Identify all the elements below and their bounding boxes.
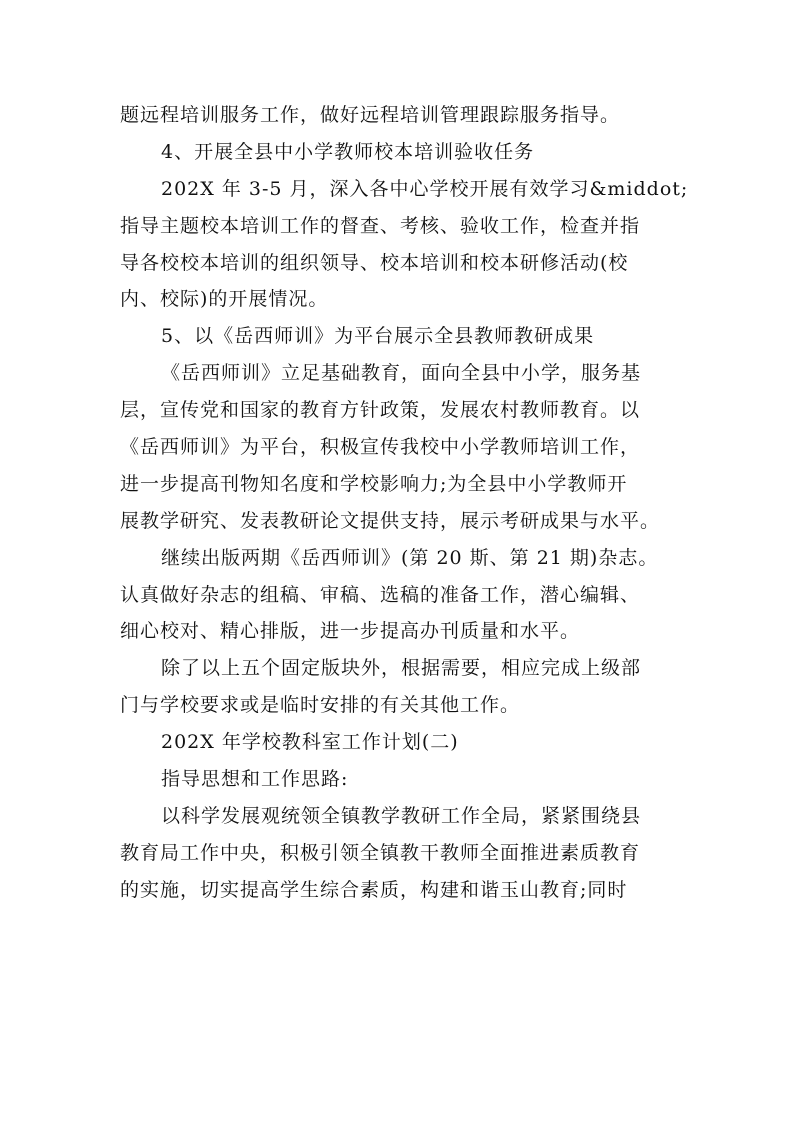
section-heading: 4、开展全县中小学教师校本培训验收任务 [161,140,535,163]
text-line: 的实施，切实提高学生综合素质，构建和谐玉山教育;同时 [120,878,628,901]
text-line: 导各校校本培训的组织领导、校本培训和校本研修活动(校 [120,251,629,274]
text-line: 《岳西师训》为平台，积极宣传我校中小学教师培训工作， [120,436,641,459]
text-line: 《岳西师训》立足基础教育，面向全县中小学，服务基 [161,362,642,385]
text-line: 细心校对、精心排版，进一步提高办刊质量和水平。 [120,620,581,643]
text-line: 内、校际)的开展情况。 [120,288,329,311]
text-line: 除了以上五个固定版块外，根据需要，相应完成上级部 [161,657,642,680]
text-line: 进一步提高刊物知名度和学校影响力;为全县中小学教师开 [120,472,628,495]
section-heading: 5、以《岳西师训》为平台展示全县教师教研成果 [161,325,595,348]
text-line: 指导主题校本培训工作的督查、考核、验收工作，检查并指 [120,214,641,237]
text-line: 门与学校要求或是临时安排的有关其他工作。 [120,694,521,717]
text-line: 以科学发展观统领全镇教学教研工作全局，紧紧围绕县 [161,804,642,827]
text-line: 层，宣传党和国家的教育方针政策，发展农村教师教育。以 [120,399,641,422]
text-line: 题远程培训服务工作，做好远程培训管理跟踪服务指导。 [120,104,621,126]
document-body [120,97,690,909]
text-line: 教育局工作中央，积极引领全镇教干教师全面推进素质教育 [120,841,641,864]
text-line: 继续出版两期《岳西师训》(第 20 斯、第 21 期)杂志。 [161,546,659,569]
section-heading: 指导思想和工作思路: [161,768,349,791]
text-line: 展教学研究、发表教研论文提供支持，展示考研成果与水平。 [120,509,661,532]
document-subtitle: 202X 年学校教科室工作计划(二) [161,731,459,754]
text-line: 认真做好杂志的组稿、审稿、选稿的准备工作，潜心编辑、 [120,583,641,606]
text-line: 202X 年 3-5 月，深入各中心学校开展有效学习&middot; [161,177,689,200]
